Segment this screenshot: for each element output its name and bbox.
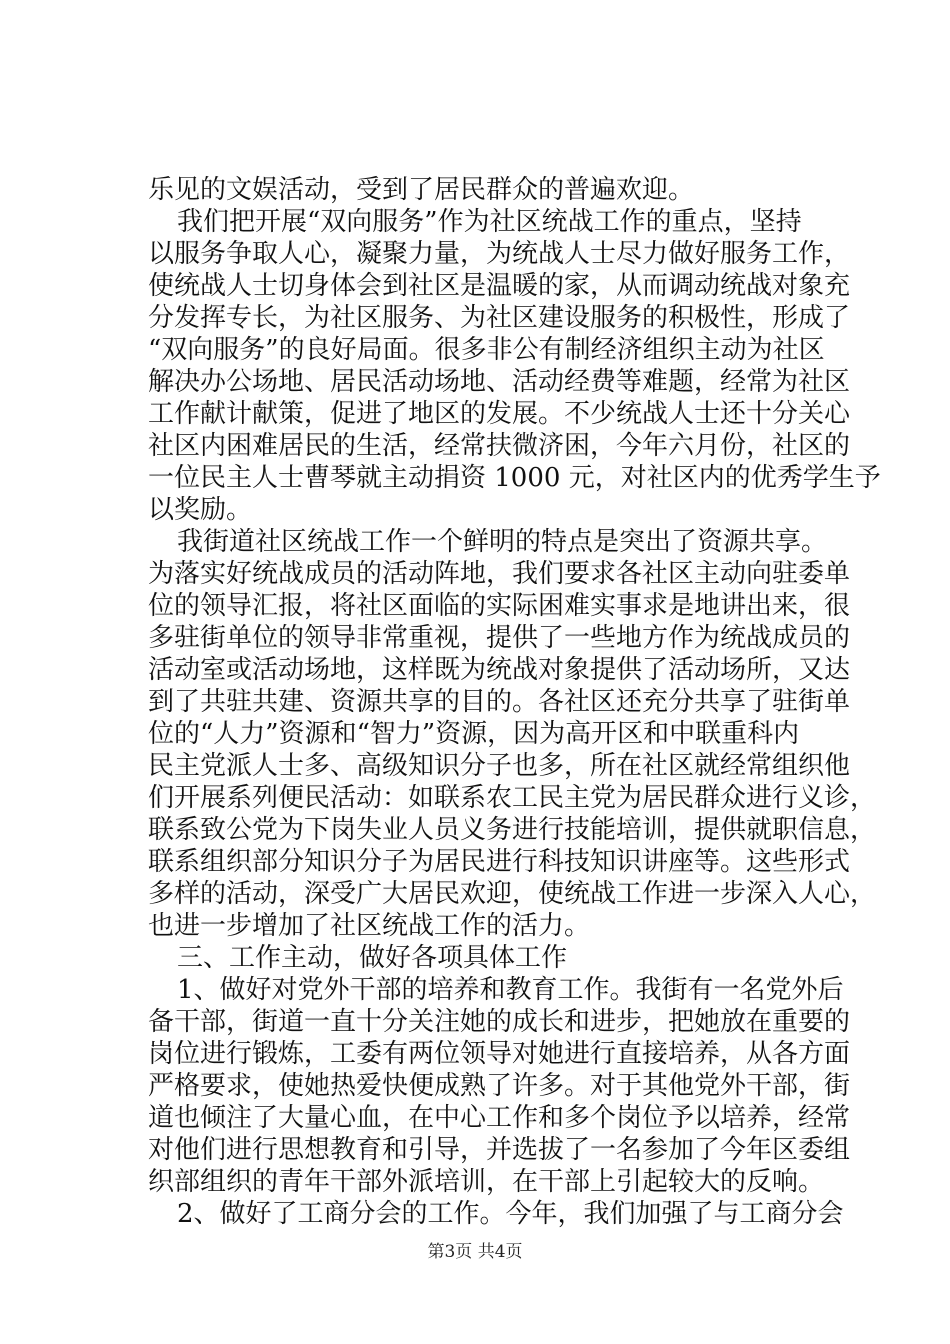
- text-line: 备干部，街道一直十分关注她的成长和进步，把她放在重要的: [148, 1007, 851, 1037]
- text-line: 社区内困难居民的生活，经常扶微济困，今年六月份，社区的: [148, 431, 851, 461]
- text-line: 分发挥专长，为社区服务、为社区建设服务的积极性，形成了: [148, 303, 851, 333]
- text-line: 乐见的文娱活动，受到了居民群众的普遍欢迎。: [148, 175, 695, 205]
- text-line: 严格要求，使她热爱快便成熟了许多。对于其他党外干部，街: [148, 1071, 851, 1101]
- text-line: 位的“人力”资源和“智力”资源，因为高开区和中联重科内: [148, 719, 800, 749]
- text-line: 联系致公党为下岗失业人员义务进行技能培训，提供就职信息，: [148, 815, 877, 845]
- text-line: 工作献计献策，促进了地区的发展。不少统战人士还十分关心: [148, 399, 851, 429]
- text-line: 使统战人士切身体会到社区是温暖的家，从而调动统战对象充: [148, 271, 851, 301]
- text-line: 到了共驻共建、资源共享的目的。各社区还充分共享了驻街单: [148, 687, 851, 717]
- text-line: 岗位进行锻炼，工委有两位领导对她进行直接培养，从各方面: [148, 1039, 851, 1069]
- text-line: 我们把开展“双向服务”作为社区统战工作的重点，坚持: [177, 207, 802, 237]
- text-line: 们开展系列便民活动：如联系农工民主党为居民群众进行义诊，: [148, 783, 877, 813]
- text-line: “双向服务”的良好局面。很多非公有制经济组织主动为社区: [148, 335, 825, 365]
- text-line: 民主党派人士多、高级知识分子也多，所在社区就经常组织他: [148, 751, 851, 781]
- text-line: 位的领导汇报，将社区面临的实际困难实事求是地讲出来，很: [148, 591, 851, 621]
- section-heading: 三、工作主动，做好各项具体工作: [177, 943, 568, 973]
- text-line: 一位民主人士曹琴就主动捐资 1000 元，对社区内的优秀学生予: [148, 463, 881, 493]
- text-line: 为落实好统战成员的活动阵地，我们要求各社区主动向驻委单: [148, 559, 851, 589]
- page-number: 第3页 共4页: [427, 1242, 523, 1262]
- text-line: 对他们进行思想教育和引导，并选拔了一名参加了今年区委组: [148, 1135, 851, 1165]
- text-line: 1、做好对党外干部的培养和教育工作。我街有一名党外后: [177, 975, 844, 1005]
- text-line: 解决办公场地、居民活动场地、活动经费等难题，经常为社区: [148, 367, 851, 397]
- text-line: 道也倾注了大量心血，在中心工作和多个岗位予以培养，经常: [148, 1103, 851, 1133]
- text-line: 以服务争取人心，凝聚力量，为统战人士尽力做好服务工作，: [148, 239, 851, 269]
- text-line: 联系组织部分知识分子为居民进行科技知识讲座等。这些形式: [148, 847, 851, 877]
- text-line: 2、做好了工商分会的工作。今年，我们加强了与工商分会: [177, 1199, 844, 1229]
- text-line: 以奖励。: [148, 495, 253, 525]
- text-line: 活动室或活动场地，这样既为统战对象提供了活动场所，又达: [148, 655, 851, 685]
- text-line: 多驻街单位的领导非常重视，提供了一些地方作为统战成员的: [148, 623, 851, 653]
- text-line: 多样的活动，深受广大居民欢迎，使统战工作进一步深入人心，: [148, 879, 877, 909]
- text-line: 织部组织的青年干部外派培训，在干部上引起较大的反响。: [148, 1167, 825, 1197]
- text-line: 我街道社区统战工作一个鲜明的特点是突出了资源共享。: [177, 527, 828, 557]
- text-line: 也进一步增加了社区统战工作的活力。: [148, 911, 591, 941]
